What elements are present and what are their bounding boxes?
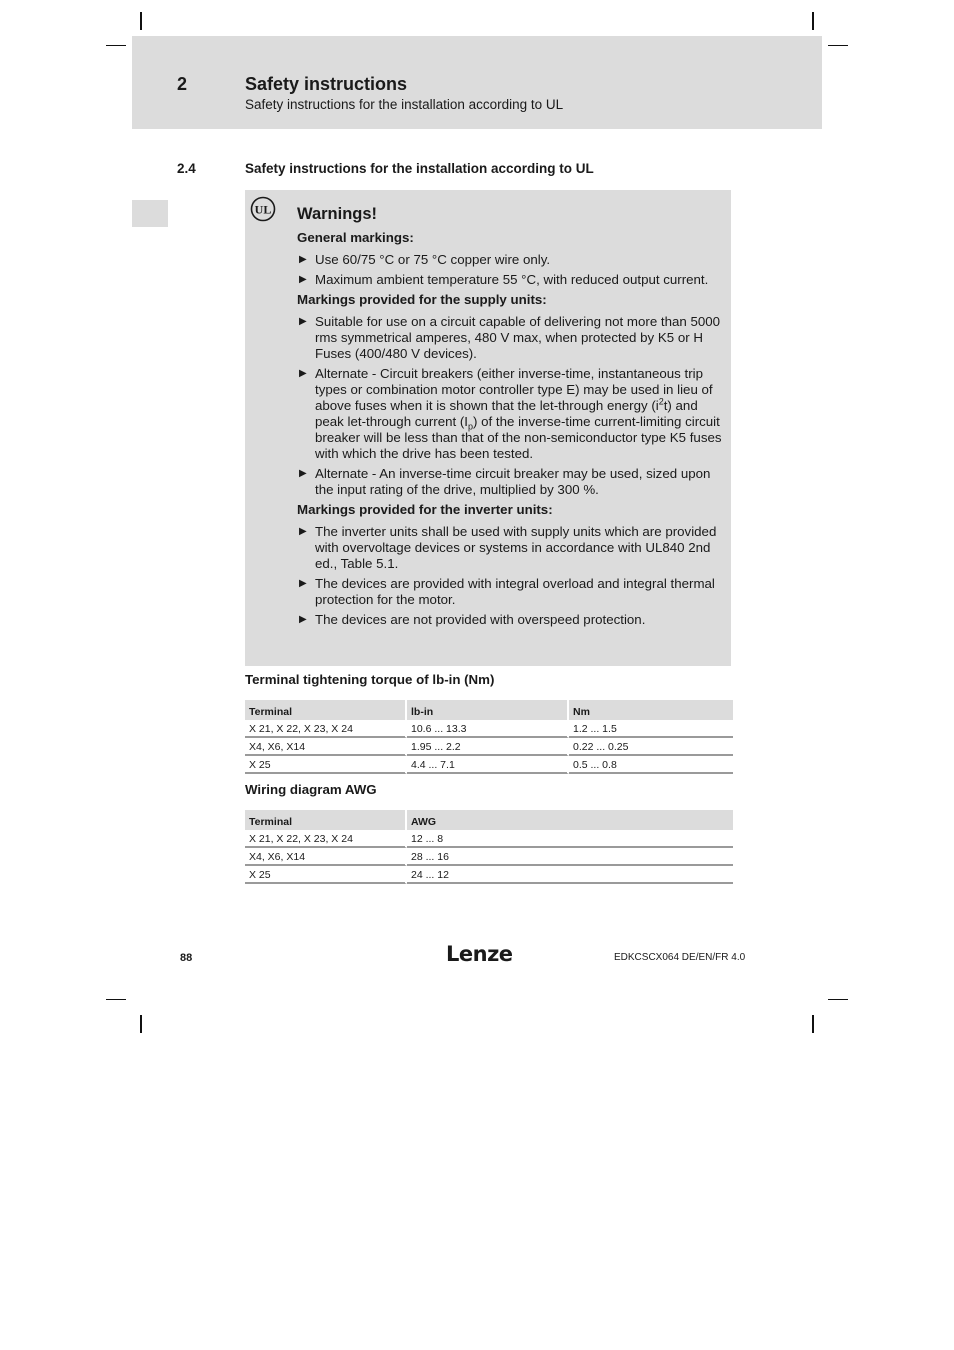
list-item: ▶ The inverter units shall be used with supply units which are provided with overvoltage devices or systems in accordance with UL840 2nd ed., Table 5.1.: [297, 524, 725, 572]
torque-table: [245, 700, 733, 774]
table-cell: 24 ... 12: [407, 866, 733, 884]
awg-table: [245, 810, 733, 884]
table-cell: X4, X6, X14: [245, 738, 407, 756]
table-cell: X 21, X 22, X 23, X 24: [245, 720, 407, 738]
table-cell: 28 ... 16: [407, 848, 733, 866]
table-header-row: [245, 810, 733, 830]
svg-text:UL: UL: [254, 202, 272, 217]
inverter-markings-list: [297, 524, 725, 628]
list-item: ▶ Maximum ambient temperature 55 °C, with reduced output current.: [297, 272, 725, 288]
column-header: Terminal: [245, 700, 407, 720]
table-cell: 1.2 ... 1.5: [569, 720, 733, 738]
warning-content: [297, 204, 725, 632]
table-row: [245, 866, 733, 884]
table-header-row: [245, 700, 733, 720]
table-cell: 4.4 ... 7.1: [407, 756, 569, 774]
table-cell: X4, X6, X14: [245, 848, 407, 866]
table-row: [245, 848, 733, 866]
table-cell: X 21, X 22, X 23, X 24: [245, 830, 407, 848]
chapter-subtitle: Safety instructions for the installation according to UL: [245, 97, 564, 112]
table-cell: 12 ... 8: [407, 830, 733, 848]
list-item-text: t) and peak let-through current (I: [315, 398, 698, 429]
ul-mark-icon: [250, 196, 276, 222]
crop-mark: [106, 45, 126, 46]
general-markings-list: [297, 252, 725, 288]
table-row: [245, 720, 733, 738]
table-cell: 1.95 ... 2.2: [407, 738, 569, 756]
chapter-number: 2: [177, 74, 188, 94]
superscript: 2: [658, 396, 664, 407]
table-cell: 0.5 ... 0.8: [569, 756, 733, 774]
table-cell: 0.22 ... 0.25: [569, 738, 733, 756]
chapter-side-tab: [132, 200, 168, 227]
crop-mark: [812, 12, 814, 30]
general-markings-heading: General markings:: [297, 230, 414, 245]
subscript: p: [468, 421, 474, 432]
table-row: [245, 738, 733, 756]
list-item-text: ) of the inverse-time current-limiting circuit breaker will be less than that of the non-semiconductor type K5 fuses with which the drive has been tested.: [315, 414, 722, 461]
crop-mark: [140, 1015, 142, 1033]
lenze-logo: Lenze: [446, 942, 513, 966]
awg-table-heading: Wiring diagram AWG: [245, 782, 377, 797]
list-item: [297, 366, 725, 462]
table-cell: X 25: [245, 756, 407, 774]
page-number: 88: [180, 952, 193, 964]
crop-mark: [828, 45, 848, 46]
list-item: ▶ Suitable for use on a circuit capable of delivering not more than 5000 rms symmetrical amperes, 480 V max, when protected by K5 or H Fuses (400/480 V devices).: [297, 314, 725, 362]
section-title: Safety instructions for the installation according to UL: [245, 161, 594, 176]
table-cell: X 25: [245, 866, 407, 884]
crop-mark: [106, 999, 126, 1000]
chapter-title: Safety instructions: [245, 74, 408, 94]
column-header: AWG: [407, 810, 733, 830]
list-item: ▶ Alternate - An inverse-time circuit breaker may be used, sized upon the input rating of the drive, multiplied by 300 %.: [297, 466, 725, 498]
column-header: lb-in: [407, 700, 569, 720]
document-code: EDKCSCX064 DE/EN/FR 4.0: [614, 952, 746, 963]
column-header: Nm: [569, 700, 733, 720]
supply-markings-heading: Markings provided for the supply units:: [297, 292, 547, 307]
inverter-markings-heading: Markings provided for the inverter units:: [297, 502, 553, 517]
supply-markings-list: [297, 314, 725, 498]
section-number: 2.4: [177, 161, 196, 176]
table-row: [245, 756, 733, 774]
column-header: Terminal: [245, 810, 407, 830]
crop-mark: [828, 999, 848, 1000]
warning-title: Warnings!: [297, 205, 378, 223]
torque-table-heading: Terminal tightening torque of lb-in (Nm): [245, 672, 495, 687]
table-cell: 10.6 ... 13.3: [407, 720, 569, 738]
chapter-header-band: [132, 36, 822, 129]
crop-mark: [140, 12, 142, 30]
crop-mark: [812, 1015, 814, 1033]
list-item: ▶ The devices are not provided with overspeed protection.: [297, 612, 725, 628]
list-item: ▶ Use 60/75 °C or 75 °C copper wire only.: [297, 252, 725, 268]
table-row: [245, 830, 733, 848]
list-item-text: Alternate - Circuit breakers (either inverse-time, instantaneous trip types or combination motor controller type E) may be used in lieu of above fuses when it is shown that the let-through energy (i: [315, 366, 713, 413]
list-item: ▶ The devices are provided with integral overload and integral thermal protection for the motor.: [297, 576, 725, 608]
